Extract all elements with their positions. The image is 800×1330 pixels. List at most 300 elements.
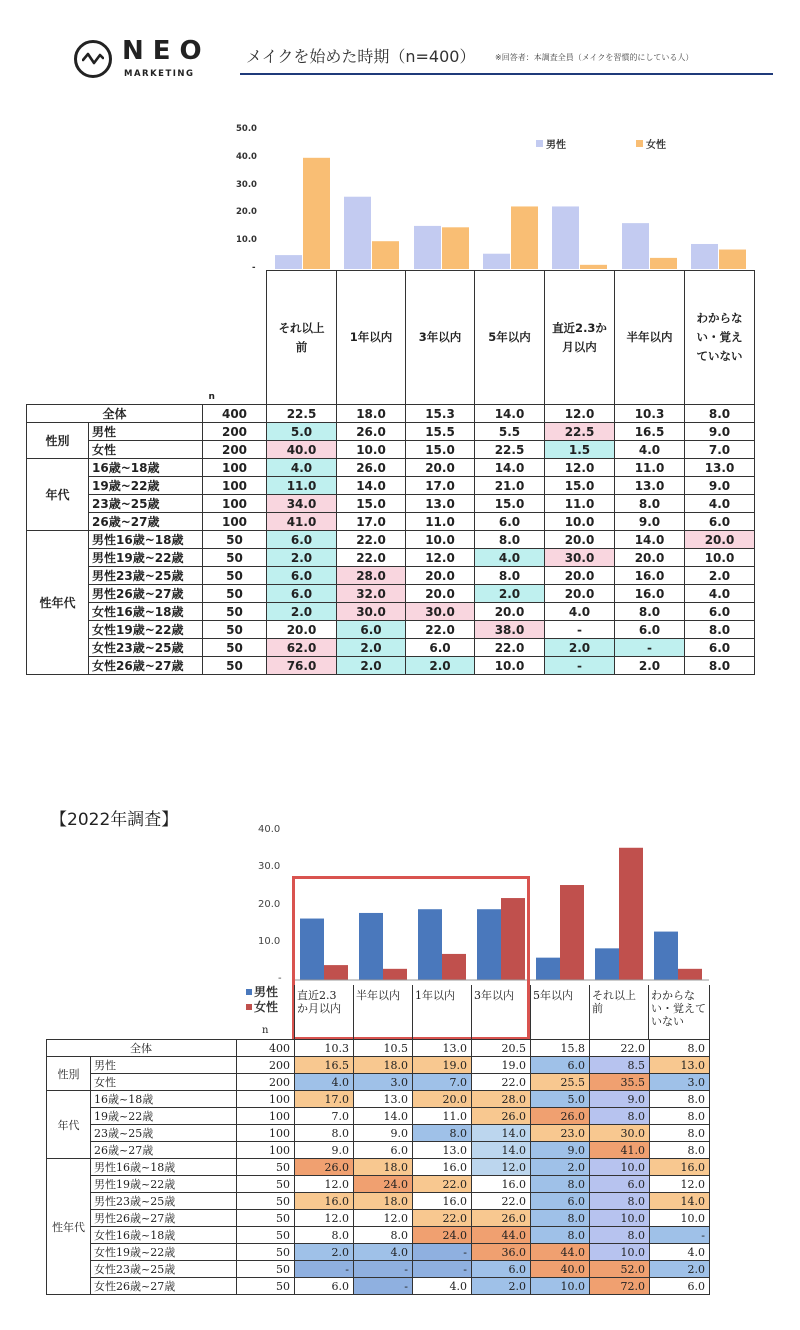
row-group-label: 性別 [47,1057,91,1091]
table2-cell: 4.0 [650,1244,710,1261]
table1-cell: 22.5 [545,423,615,441]
header-text: か月以内 [297,1002,341,1015]
table2-cell: 22.0 [472,1193,531,1210]
table2-cell: 8.0 [531,1210,590,1227]
table1-cell: 14.0 [615,531,685,549]
table2-cell: 8.0 [650,1125,710,1142]
row-n: 50 [203,621,267,639]
table2-cell: 36.0 [472,1244,531,1261]
table1-cell: 8.0 [475,531,545,549]
table2-cell: 10.0 [590,1210,650,1227]
table2-cell: 16.0 [413,1159,472,1176]
table2-cell: 6.0 [531,1057,590,1074]
table1-cell: 2.0 [615,657,685,675]
table1-cell: 15.5 [406,423,475,441]
table2-cell: 8.0 [650,1091,710,1108]
table2-cell: 26.0 [472,1210,531,1227]
table1-cell: 10.0 [545,513,615,531]
table1-cell: 26.0 [337,423,406,441]
chart2-col-header [356,989,400,1002]
respondent-note: ※回答者：本調査全員（メイクを習慣的にしている人） [495,53,694,62]
table1-cell: - [545,621,615,639]
chart2-col-header [415,989,455,1002]
table2-cell: 13.0 [354,1091,413,1108]
row-n: 50 [203,603,267,621]
chart2-col-divider [709,985,710,1040]
table2-cell: 8.0 [590,1193,650,1210]
table2-row [47,1108,710,1125]
header-text: 3年以内 [418,330,462,344]
legend2-female [246,1000,278,1015]
table2-cell: 44.0 [531,1244,590,1261]
table2-cell: 13.0 [413,1142,472,1159]
table2-cell: - [413,1261,472,1278]
header-text: ていない [696,349,743,363]
row-label: 女性26歳~27歳 [89,657,203,675]
table1-cell: 4.0 [475,549,545,567]
table2-cell: 52.0 [590,1261,650,1278]
table1-cell: 20.0 [545,531,615,549]
table2-cell: 9.0 [590,1091,650,1108]
row-n: 400 [203,405,267,423]
table2-cell: 16.0 [472,1176,531,1193]
table1-cell: 30.0 [337,603,406,621]
table1-cell: 8.0 [685,621,755,639]
table1-cell: 6.0 [267,567,337,585]
table2-row [47,1278,710,1295]
table1-cell: 20.0 [475,603,545,621]
table2-cell: 15.8 [531,1040,590,1057]
table2-cell: 16.0 [650,1159,710,1176]
table2-cell: 44.0 [472,1227,531,1244]
table1-cell: 11.0 [267,477,337,495]
table1-cell: 22.0 [337,549,406,567]
legend2-female-swatch [246,1004,252,1010]
table1-cell: 9.0 [615,513,685,531]
chart2-col-divider [471,985,472,1040]
table2-cell: 41.0 [590,1142,650,1159]
chart2-col-header [474,989,514,1002]
y-tick-label: 30.0 [258,861,281,873]
table1-cell: 9.0 [685,423,755,441]
table1-cell: 11.0 [615,459,685,477]
table1-cell: 10.3 [615,405,685,423]
table2-cell: 10.0 [590,1244,650,1261]
y-tick-label: 40.0 [258,824,281,835]
bar2-female-4 [560,885,584,980]
table1-cell: 6.0 [475,513,545,531]
row-group-label: 年代 [47,1091,91,1159]
table1-cell: 21.0 [475,477,545,495]
table2-cell: 24.0 [354,1176,413,1193]
table1-cell: 13.0 [406,495,475,513]
row-n: 50 [203,657,267,675]
table1-cell: 17.0 [406,477,475,495]
table1-cell: 10.0 [685,549,755,567]
table1-cell: 8.0 [615,495,685,513]
table2-row [47,1040,710,1057]
table1-cell: 62.0 [267,639,337,657]
table2-cell: 5.0 [531,1091,590,1108]
row-n: 50 [237,1261,295,1278]
row-n: 200 [237,1057,295,1074]
y-tick-label: 50.0 [236,124,257,134]
table2-cell: - [354,1278,413,1295]
table2-cell: 26.0 [472,1108,531,1125]
table1-cell: 6.0 [615,621,685,639]
table1-cell: 15.0 [337,495,406,513]
row-label: 男性26歳~27歳 [89,585,203,603]
table1-cell: 15.0 [406,441,475,459]
row-label: 女性16歳~18歳 [91,1227,237,1244]
table1-cell: 20.0 [267,621,337,639]
table2-cell: 22.0 [590,1040,650,1057]
table2-cell: 35.5 [590,1074,650,1091]
row-label: 女性26歳~27歳 [91,1278,237,1295]
row-n: 200 [237,1074,295,1091]
table1-cell: 9.0 [685,477,755,495]
table2-row [47,1193,710,1210]
table2-cell: 12.0 [472,1159,531,1176]
legend-male-label: 男性 [546,140,566,151]
row-label: 23歳~25歳 [91,1125,237,1142]
table1-cell: 20.0 [545,567,615,585]
table1-cell: 15.0 [475,495,545,513]
table2-row [47,1176,710,1193]
header-text: 5年以内 [533,989,573,1002]
table1-cell: 2.0 [406,657,475,675]
header-text: い・覚えて [651,1002,706,1015]
table2-cell: 8.0 [590,1108,650,1125]
table2-cell: 10.3 [295,1040,354,1057]
table2-cell: 2.0 [472,1278,531,1295]
table2-cell: 3.0 [354,1074,413,1091]
chart2-col-header [651,989,706,1028]
table2-cell: 3.0 [650,1074,710,1091]
chart2-col-divider [648,985,649,1040]
table2-cell: 24.0 [413,1227,472,1244]
bar2-male-4 [536,958,560,980]
table1-cell: 10.0 [337,441,406,459]
table2-cell: 30.0 [590,1125,650,1142]
header-text: 直近2.3か [552,320,607,335]
row-n: 100 [203,495,267,513]
table2-cell: 12.0 [354,1210,413,1227]
row-n: 100 [237,1108,295,1125]
table1-cell: 12.0 [545,459,615,477]
table2-cell: - [295,1261,354,1278]
table2-cell: 10.0 [650,1210,710,1227]
header-text: 1年以内 [415,989,455,1002]
row-n: 100 [237,1142,295,1159]
table1-cell: 6.0 [685,603,755,621]
chart2-col-header [297,989,341,1015]
page-title: メイクを始めた時期（n=400） [246,47,476,66]
header-text: 半年以内 [356,989,400,1002]
table2-cell: 18.0 [354,1057,413,1074]
chart2-col-divider [353,985,354,1040]
table2-cell: 14.0 [354,1108,413,1125]
table2-cell: 19.0 [472,1057,531,1074]
table2-cell: 25.5 [531,1074,590,1091]
row-n: 50 [203,567,267,585]
table2-cell: 22.0 [413,1176,472,1193]
legend2-male [246,985,278,1000]
table1-cell: 2.0 [337,639,406,657]
table2-cell: 22.0 [472,1074,531,1091]
table2-row [47,1057,710,1074]
row-label: 男性23歳~25歳 [91,1193,237,1210]
legend2-male-label: 男性 [254,985,279,999]
table2-cell: 6.0 [472,1261,531,1278]
table2-cell: 4.0 [354,1244,413,1261]
table1-cell: 20.0 [406,585,475,603]
table2-cell: 8.0 [295,1227,354,1244]
row-label: 女性23歳~25歳 [89,639,203,657]
table2-cell: 9.0 [531,1142,590,1159]
table2-cell: 6.0 [650,1278,710,1295]
row-label: 女性23歳~25歳 [91,1261,237,1278]
table2-cell: 26.0 [295,1159,354,1176]
chart2-col-divider [412,985,413,1040]
row-n: 400 [237,1040,295,1057]
table2-cell: 23.0 [531,1125,590,1142]
header-text: 半年以内 [626,330,673,344]
row-label: 23歳~25歳 [89,495,203,513]
table2-cell: 40.0 [531,1261,590,1278]
row-label: 女性 [91,1074,237,1091]
table1-cell: 16.0 [615,585,685,603]
table2-row [47,1244,710,1261]
header-text: 5年以内 [488,330,531,344]
row-n: 50 [237,1244,295,1261]
table2-row [47,1159,710,1176]
table2-cell: 10.0 [531,1278,590,1295]
row-n: 100 [237,1125,295,1142]
row-n: 100 [237,1091,295,1108]
table2-row [47,1125,710,1142]
row-n: 100 [203,513,267,531]
table1-cell: 32.0 [337,585,406,603]
table1-cell: 6.0 [337,621,406,639]
table1-cell: 14.0 [475,405,545,423]
row-label: 男性16歳~18歳 [91,1159,237,1176]
table1-cell: 6.0 [267,531,337,549]
table1-cell: 22.0 [337,531,406,549]
table1-cell: 4.0 [685,585,755,603]
table2-cell: 2.0 [650,1261,710,1278]
bar2-male-5 [595,948,619,980]
header-text: い・覚え [696,330,743,344]
table1-cell: 8.0 [685,657,755,675]
table2-cell: 12.0 [295,1176,354,1193]
table1-cell: 28.0 [337,567,406,585]
table2-cell: 14.0 [472,1125,531,1142]
table1-cell: 2.0 [337,657,406,675]
header-text: それ以上 [592,989,636,1002]
table1-cell: 8.0 [475,567,545,585]
table2-cell: 6.0 [295,1278,354,1295]
table2-cell: 13.0 [413,1040,472,1057]
row-n: 50 [203,549,267,567]
bar2-female-6 [678,969,702,980]
table2-cell: 2.0 [295,1244,354,1261]
table2-row [47,1227,710,1244]
y-tick-label: - [278,973,282,984]
row-n: 100 [203,477,267,495]
table1-cell: 22.0 [406,621,475,639]
table1-cell: 20.0 [406,567,475,585]
table1-cell: 4.0 [267,459,337,477]
table1-cell: 6.0 [267,585,337,603]
y-tick-label: 40.0 [236,151,257,162]
header-text: 前 [295,339,308,354]
table1-cell: 8.0 [685,405,755,423]
table2-cell: - [354,1261,413,1278]
table1-cell: 41.0 [267,513,337,531]
row-n: 50 [237,1210,295,1227]
legend-female-label: 女性 [646,140,666,151]
row-label: 男性19歳~22歳 [91,1176,237,1193]
table2 [46,1039,710,1295]
table1-cell: 22.5 [267,405,337,423]
header-text: 3年以内 [474,989,514,1002]
chart2-col-header [533,989,573,1002]
section-title-2022: 【2022年調査】 [50,810,179,830]
table2-row [47,1074,710,1091]
table2-cell: 4.0 [295,1074,354,1091]
table1-cell: - [545,657,615,675]
table1-cell: 10.0 [406,531,475,549]
table2-cell: 26.0 [531,1108,590,1125]
table1-cell: 8.0 [615,603,685,621]
table1-cell: 6.0 [685,639,755,657]
bar2-male-6 [654,932,678,980]
table1-cell: 4.0 [685,495,755,513]
header-text: 直近2.3 [297,989,337,1002]
row-group-label: 性別 [27,423,89,459]
row-n: 50 [237,1278,295,1295]
table1-cell: 20.0 [615,549,685,567]
table1-cell: 22.0 [475,639,545,657]
table2-cell: 8.0 [650,1108,710,1125]
header-text: いない [651,1015,684,1028]
highlight-box [292,876,530,1040]
header-text: わからな [696,311,743,325]
table1-cell: 5.0 [267,423,337,441]
table1-cell: 15.3 [406,405,475,423]
row-label: 女性 [89,441,203,459]
table2-cell: 8.0 [650,1142,710,1159]
table1-cell: 2.0 [267,549,337,567]
chart2-legend [246,985,278,1015]
table1-cell: 4.0 [545,603,615,621]
table1-cell: 11.0 [545,495,615,513]
table2-cell: 16.5 [295,1057,354,1074]
table1-cell: 14.0 [475,459,545,477]
y-tick-label: 10.0 [236,235,257,246]
table2-cell: 17.0 [295,1091,354,1108]
table1-cell: 16.5 [615,423,685,441]
table1-cell: 4.0 [615,441,685,459]
table2-cell: 9.0 [295,1142,354,1159]
table2-cell: 18.0 [354,1193,413,1210]
row-label: 男性16歳~18歳 [89,531,203,549]
row-label: 26歳~27歳 [89,513,203,531]
row-label: 16歳~18歳 [91,1091,237,1108]
y-tick-label: 20.0 [258,898,281,910]
table2-cell: 8.0 [413,1125,472,1142]
table2-cell: 14.0 [650,1193,710,1210]
logo-subtext: MARKETING [124,69,195,79]
row-label: 男性26歳~27歳 [91,1210,237,1227]
table1-cell: 14.0 [337,477,406,495]
row-group-label: 性年代 [47,1159,91,1295]
header-text: それ以上 [278,320,325,335]
table2-cell: 8.0 [590,1227,650,1244]
table1-cell: 6.0 [685,513,755,531]
row-n: 50 [203,531,267,549]
row-label: 男性 [91,1057,237,1074]
row-n: 50 [203,639,267,657]
table2-cell: 20.0 [413,1091,472,1108]
table1-cell: 76.0 [267,657,337,675]
table2-cell: 10.5 [354,1040,413,1057]
row-label: 19歳~22歳 [89,477,203,495]
table2-cell: 8.0 [531,1227,590,1244]
table2-cell: 6.0 [590,1176,650,1193]
table2-cell: 8.0 [295,1125,354,1142]
table2-cell: 10.0 [590,1159,650,1176]
table2-cell: 7.0 [295,1108,354,1125]
table1-cell: 13.0 [685,459,755,477]
table1-cell: 16.0 [615,567,685,585]
table2-cell: 20.5 [472,1040,531,1057]
table1-cell: 1.5 [545,441,615,459]
table2-cell: 7.0 [413,1074,472,1091]
table1-cell: 30.0 [406,603,475,621]
n-label: n [208,392,215,402]
table1-cell: 20.0 [545,585,615,603]
table2-cell: 28.0 [472,1091,531,1108]
table1-cell: 2.0 [475,585,545,603]
table2-cell: 8.0 [354,1227,413,1244]
legend2-female-label: 女性 [254,1000,279,1014]
table2-cell: 12.0 [650,1176,710,1193]
table1-cell: 15.0 [545,477,615,495]
table1-cell: 2.0 [685,567,755,585]
row-n: 50 [237,1227,295,1244]
row-n: 100 [203,459,267,477]
bar2-female-5 [619,848,643,980]
chart2-col-divider [294,985,295,1040]
row-label: 男性19歳~22歳 [89,549,203,567]
table1-cell: 5.5 [475,423,545,441]
row-label: 男性23歳~25歳 [89,567,203,585]
y-tick-label: 30.0 [236,179,257,190]
table2-cell: 18.0 [354,1159,413,1176]
row-label: 全体 [27,405,203,423]
row-group-label: 性年代 [27,531,89,675]
table1-cell: 10.0 [475,657,545,675]
row-label: 19歳~22歳 [91,1108,237,1125]
row-label: 男性 [89,423,203,441]
table2-cell: 16.0 [295,1193,354,1210]
table1-cell: 40.0 [267,441,337,459]
chart2-col-header [592,989,636,1015]
table2-row [47,1261,710,1278]
table2-row [47,1091,710,1108]
